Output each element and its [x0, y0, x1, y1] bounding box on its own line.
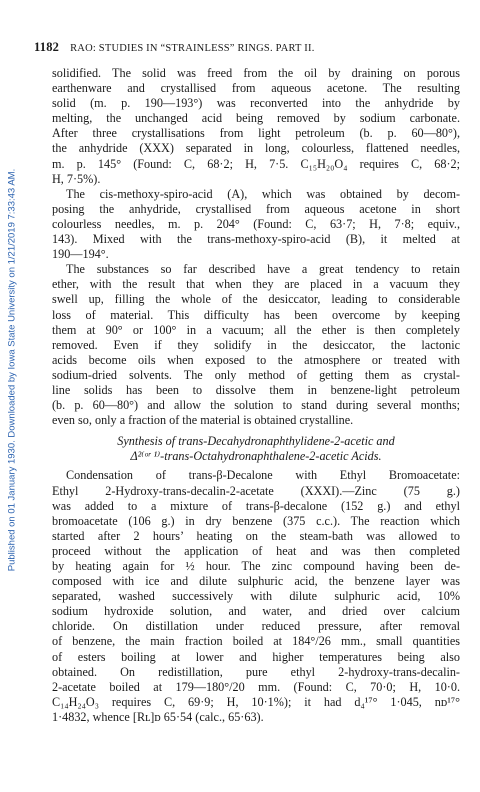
text-line: Condensation of trans-β-Decalone with Ethyl Bromoacetate: [66, 468, 460, 483]
text-line: 2-acetate boiled at 179—180°/20 mm. (Found: C, 70·0; H, 10·0. [52, 679, 460, 694]
text-line: by heating again for ½ hour. The zinc compound having been de- [52, 559, 460, 573]
text-line: chloride. On distillation under reduced pressure, after removal [52, 619, 460, 634]
text-line: proceed without the application of heat and was then completed [52, 543, 460, 558]
text-line: of esters boiling at lower and higher temperatures being also [52, 649, 460, 664]
text-line: was added to a mixture of trans-β-decalone (152 g.) and ethyl [52, 498, 460, 513]
text-line: acids become oils when exposed to the atmosphere or treated with [52, 352, 460, 367]
text-line: sodium hydroxide solution, and water, and dried over calcium [52, 604, 460, 619]
heading-line: Δ²⁽ᵒʳ ¹⁾-trans-Octahydronaphthalene-2-acetic Acids. [130, 449, 382, 464]
text-line: Ethyl 2-Hydroxy-trans-decalin-2-acetate (XXXI).—Zinc (75 g.) [52, 483, 460, 498]
paragraph-cis-methoxy-acid [52, 187, 460, 262]
text-line: m. p. 145° (Found: C, 68·2; H, 7·5. C₁₅H₂₀O₄ requires C, 68·2; [52, 156, 460, 171]
download-watermark-text: Published on 01 January 1930. Downloaded by Iowa State University on 1/21/2019 7:33:43 AM. [6, 168, 18, 572]
text-line: bromoacetate (106 g.) in dry benzene (375 c.c.). The reaction which [52, 513, 460, 528]
text-line: sodium-dried solvents. The only method of getting them as crystal- [52, 367, 460, 382]
text-line: C₁₄H₂₄O₃ requires C, 69·9; H, 10·1%); it had d₄¹⁷° 1·045, nᴅ¹⁷° [52, 694, 460, 709]
text-line: removed. Even if they solidify in the desiccator, the lactonic [52, 337, 460, 352]
section-heading [52, 434, 460, 464]
text-line: started after 2 hours’ heating on the steam-bath was allowed to [52, 528, 460, 543]
text-line: them at 90° or 100° in a vacuum; all the ether is then completely [52, 322, 460, 337]
text-line: H, 7·5%). [52, 171, 101, 186]
text-line: line solids has been to dissolve them in benzene-light petroleum [52, 382, 460, 397]
text-line: 143). Mixed with the trans-methoxy-spiro-acid (B), it melted at [52, 232, 460, 247]
page-number: 1182 [34, 40, 60, 54]
text-line: the anhydride (XXX) separated in long, colourless, flattened needles, [52, 141, 460, 156]
text-line: solid (m. p. 190—193°) was reconverted into the anhydride by [52, 96, 460, 111]
paragraph-ether-retention [52, 262, 460, 428]
heading-line: Synthesis of trans-Decahydronaphthylidene-2-acetic and [117, 434, 395, 449]
text-line: swell up, filling the whole of the desiccator, leading to considerable [52, 292, 460, 307]
text-line: earthenware and crystallised from aqueous acetone. The resulting [52, 81, 460, 96]
text-line: posing the anhydride, crystallised from aqueous acetone in short [52, 201, 460, 216]
text-line: even so, only a fraction of the material is obtained crystalline. [52, 413, 354, 428]
text-line: of benzene, the main fraction boiled at 184°/26 mm., small quantities [52, 634, 460, 649]
text-line: ether, with the result that when they are placed in a vacuum they [52, 277, 460, 292]
text-line: loss of material. This difficulty has been overcome by keeping [52, 307, 460, 322]
text-line: After three crystallisations from light petroleum (b. p. 60—80°), [52, 126, 460, 141]
text-line: 1·4832, whence [Rʟ]ᴅ 65·54 (calc., 65·63). [52, 709, 264, 724]
article-body [52, 66, 460, 725]
text-line: obtained. On redistillation, pure ethyl 2-hydroxy-trans-decalin- [52, 664, 460, 679]
paragraph-anhydride [52, 66, 460, 187]
download-watermark [6, 90, 18, 650]
text-line: melting, the unchanged acid being removed by sodium carbonate. [52, 111, 460, 126]
text-line: solidified. The solid was freed from the oil by draining on porous [52, 66, 460, 80]
running-title: RAO: STUDIES IN “STRAINLESS” RINGS. PART II. [70, 43, 315, 54]
text-line: colourless needles, m. p. 204° (Found: C, 63·7; H, 7·8; equiv., [52, 216, 460, 231]
text-line: composed with ice and dilute sulphuric acid, the benzene layer was [52, 574, 460, 589]
text-line: The substances so far described have a great tendency to retain [66, 262, 460, 277]
text-line: separated, washed successively with dilute sulphuric acid, 10% [52, 589, 460, 604]
paragraph-condensation [52, 468, 460, 725]
text-line: 190—194°. [52, 247, 109, 262]
page-header [34, 40, 464, 55]
text-line: (b. p. 60—80°) and allow the solution to stand during several months; [52, 398, 460, 413]
text-line: The cis-methoxy-spiro-acid (A), which was obtained by decom- [66, 186, 460, 201]
